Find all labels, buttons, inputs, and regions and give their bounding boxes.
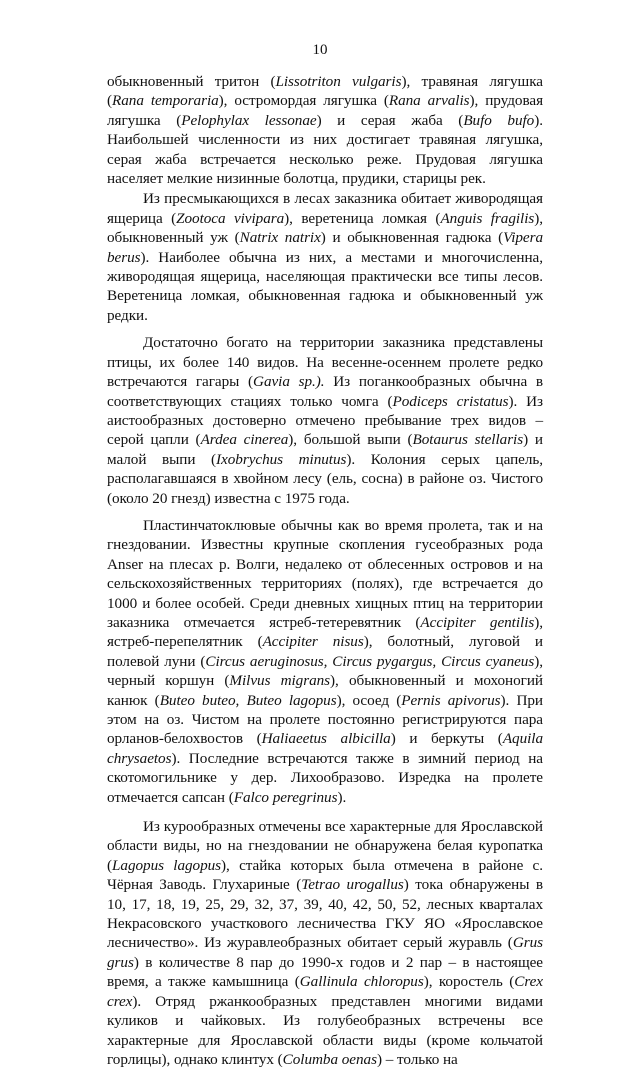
text-segment: ), коростель ( — [423, 973, 515, 991]
species-name: Lissotriton vulgaris — [275, 73, 402, 90]
species-name: Tetrao urogallus — [301, 876, 404, 894]
species-name: Ardea cinerea — [200, 431, 289, 449]
paragraph-waterfowl-raptors — [107, 516, 543, 807]
text-segment: ), большой выпи ( — [288, 431, 413, 449]
text-segment: ). Наибольшей численности из них достигает травяная лягушка, серая жаба встречается несколько реже. Прудовая лягушка населяет мелкие низинные болотца, прудики, старицы рек. — [107, 111, 543, 188]
paragraph-galliformes-gruiformes — [107, 817, 543, 1069]
text-segment: ) – только на — [376, 1050, 458, 1068]
species-name: Bufo bufo — [463, 111, 535, 129]
species-name: Natrix natrix — [239, 229, 321, 247]
text-segment: Из курообразных отмечены все характерные для Ярославской области виды, но на гнездовании не обнаружена белая куропатка ( — [107, 818, 543, 874]
species-name: Haliaeetus albicilla — [261, 730, 391, 748]
species-name: Rana arvalis — [388, 92, 470, 110]
text-segment: ), обыкновенный и мохоногий канюк ( — [107, 672, 544, 709]
species-name: Podiceps cristatus — [392, 392, 509, 410]
text-segment: обыкновенный тритон ( — [107, 73, 276, 90]
text-segment: ), стайка которых была отмечена в районе с. Чёрная Заводь. Глухариные ( — [107, 856, 543, 894]
species-name: Accipiter nisus — [262, 633, 364, 651]
page-body — [107, 72, 543, 1069]
species-name: Pelophylax lessonae — [181, 111, 317, 129]
text-segment: ) в количестве 8 пар до 1990-х годов и 2 пар – в настоящее время, а также камышница ( — [107, 953, 543, 991]
text-segment: ). — [337, 788, 347, 806]
species-name: Falco peregrinus — [233, 788, 338, 806]
species-name: Rana temporaria — [112, 92, 219, 110]
text-segment: Из пресмыкающихся в лесах заказника обитает живородящая ящерица ( — [107, 190, 543, 227]
page-number: 10 — [312, 42, 328, 58]
species-name: Circus aeruginosus, Circus pygargus, Circus cyaneus — [205, 652, 535, 670]
text-segment: ). Наиболее обычна из них, а местами и многочисленна, живородящая ящерица, населяющая практически все типы лесов. Веретеница ломкая, обыкновенная гадюка и обыкновенный уж редки. — [107, 248, 543, 324]
species-name: Gallinula chloropus — [299, 973, 424, 991]
species-name: Vipera berus — [107, 229, 544, 266]
species-name: Crex crex — [107, 973, 543, 1010]
text-segment: ), веретеница ломкая ( — [284, 209, 441, 227]
text-segment: Пластинчатоклювые обычны как во время пролета, так и на гнездовании. Известны крупные скопления гусеобразных рода Anser на плесах р. Волги, недалеко от облесенных островов и на сельскохозяйственных территориях (полях), где встречается до 1000 и более особей. Среди дневных хищных птиц на территории заказника отмечается ястреб-тетеревятник ( — [107, 516, 543, 631]
species-name: Accipiter gentilis — [420, 613, 535, 631]
text-segment: ). Колония серых цапель, располагавшаяся в хвойном лесу (ель, сосна) в районе оз. Чистого (около 20 гнезд) известна с 1975 года. — [107, 450, 543, 507]
species-name: Gavia sp.). — [253, 373, 325, 391]
paragraph-birds-intro — [107, 333, 543, 508]
text-segment: ), травяная лягушка ( — [107, 73, 543, 110]
text-segment: ), болотный, луговой и полевой луни ( — [107, 633, 543, 670]
text-segment: ) и серая жаба ( — [316, 111, 464, 129]
text-segment: ). Последние встречаются также в зимний период на скотомогильнике у дер. Лихообразово. Изредка на пролете отмечается сапсан ( — [107, 749, 543, 806]
text-segment: ) и беркуты ( — [390, 730, 503, 748]
species-name: Zootoca vivipara — [176, 209, 285, 227]
text-segment: ), остромордая лягушка ( — [218, 92, 389, 110]
paragraph-amphibians-continued — [107, 72, 543, 188]
text-segment: ), осоед ( — [336, 691, 402, 709]
text-segment: ). Отряд ржанкообразных представлен многими видами куликов и чайковых. Из голубеобразных встречены все характерные для Ярославской области виды (кроме кольчатой горлицы), однако клинтух ( — [107, 992, 543, 1068]
species-name: Aquila chrysaetos — [107, 730, 544, 767]
species-name: Grus grus — [107, 934, 543, 971]
text-segment: ). При этом на оз. Чистом на пролете постоянно регистрируются пара орланов-белохвостов ( — [107, 691, 543, 748]
text-segment: ) тока обнаружены в 10, 17, 18, 19, 25, 29, 32, 37, 39, 40, 42, 50, 52, лесных кварталах Некрасовского участкового лесничества ГКУ ЯО «Ярославское лесничество». Из журавлеобразных обитает серый журавль ( — [107, 876, 543, 952]
species-name: Pernis apivorus — [401, 691, 501, 709]
text-segment: ) и обыкновенная гадюка ( — [320, 229, 504, 247]
species-name: Columba oenas — [282, 1050, 377, 1068]
species-name: Buteo buteo, Buteo lagopus — [159, 691, 337, 709]
species-name: Lagopus lagopus — [112, 856, 222, 874]
text-segment: ). Из аистообразных достоверно отмечено пребывание трех видов – серой цапли ( — [107, 392, 543, 449]
text-segment: ), ястреб-перепелятник ( — [107, 613, 543, 651]
text-segment: ), обыкновенный уж ( — [107, 209, 543, 247]
text-segment: ) и малой выпи ( — [107, 431, 543, 468]
text-segment: Из поганкообразных обычна в соответствующих стациях только чомга ( — [107, 373, 543, 410]
species-name: Milvus migrans — [229, 672, 331, 690]
species-name: Botaurus stellaris — [412, 431, 524, 449]
species-name: Ixobrychus minutus — [216, 450, 347, 468]
text-segment: Достаточно богато на территории заказника представлены птицы, их более 140 видов. На весенне-осеннем пролете редко встречаются гагары ( — [107, 334, 543, 391]
species-name: Anguis fragilis — [440, 209, 535, 227]
paragraph-reptiles — [107, 189, 543, 325]
text-segment: ), черный коршун ( — [107, 652, 543, 690]
text-segment: ), прудовая лягушка ( — [107, 92, 543, 129]
